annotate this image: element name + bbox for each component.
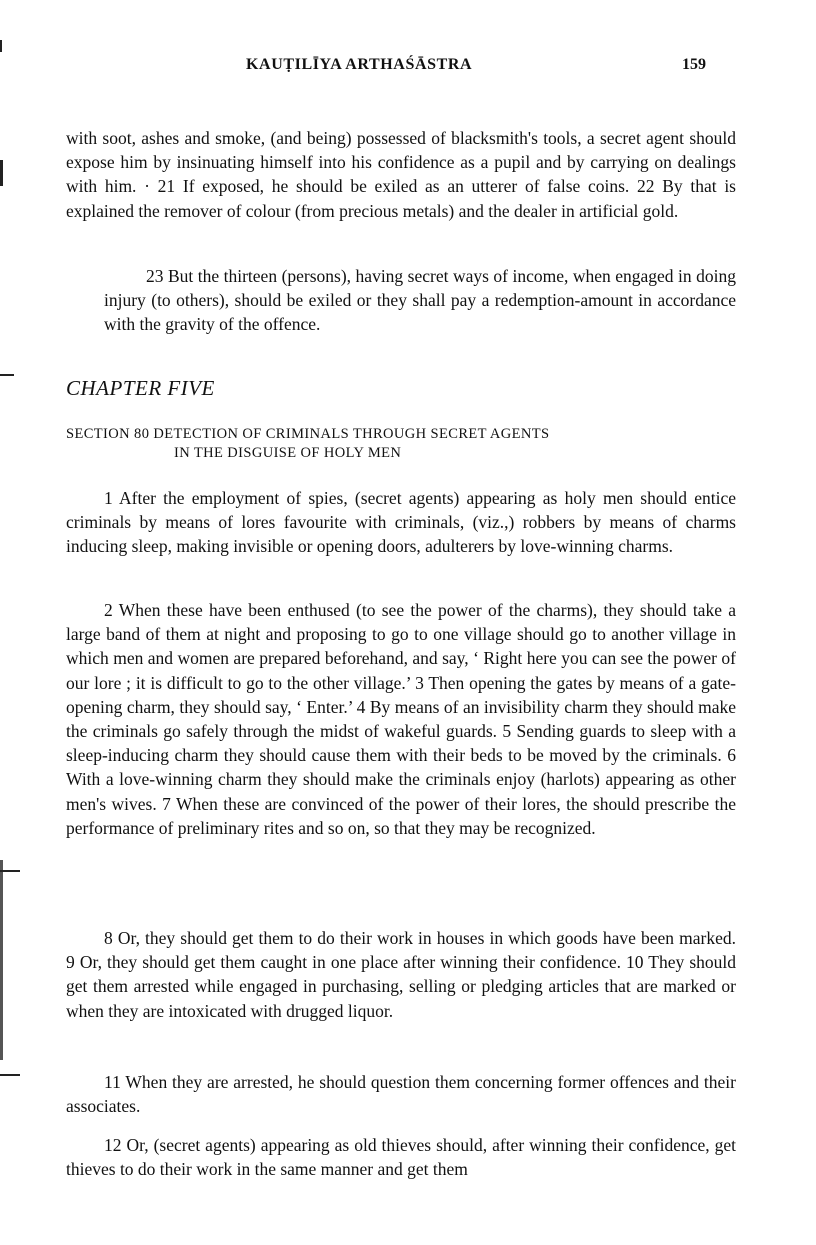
page-number: 159	[682, 56, 706, 73]
section-heading	[66, 425, 686, 462]
section-heading-line-1: SECTION 80 DETECTION OF CRIMINALS THROUGH SECRET AGENTS	[66, 426, 550, 442]
margin-bracket-left	[0, 860, 3, 1060]
paragraph-1: 1 After the employment of spies, (secret agents) appearing as holy men should entice criminals by means of lores favourite with criminals, (viz.,) robbers by means of charms inducing sleep, making invisible or opening doors, adulterers by love-winning charms.	[66, 488, 736, 557]
margin-tick-bottom	[0, 1074, 20, 1076]
paragraph-3: 8 Or, they should get them to do their work in houses in which goods have been marked. 9 Or, they should get them caught in one place after winning their confidence. 10 They should get them arrested while engaged in purchasing, selling or pledging articles that are marked or when they are intoxicated with drugged liquor.	[66, 928, 736, 1021]
continuation-paragraph: with soot, ashes and smoke, (and being) possessed of blacksmith's tools, a secret agent should expose him by insinuating himself into his confidence as a pupil and by carrying on dealings with him. · 21 If exposed, he should be exiled as an utterer of false coins. 22 By that is explained the remover of colour (from precious metals) and the dealer in artificial gold.	[66, 128, 736, 221]
margin-mark-top	[0, 40, 2, 52]
chapter-heading: CHAPTER FIVE	[66, 376, 215, 400]
margin-tick-chapter	[0, 374, 14, 376]
margin-tick-lower	[0, 870, 20, 872]
verse-block: 23 But the thirteen (persons), having secret ways of income, when engaged in doing injury (to others), should be exiled or they shall pay a redemption-amount in accordance with the gravity of the offence.	[104, 266, 736, 335]
running-title: KAUṬILĪYA ARTHAŚĀSTRA	[246, 56, 473, 73]
section-heading-line-2: IN THE DISGUISE OF HOLY MEN	[174, 444, 402, 461]
margin-mark-upper	[0, 160, 3, 186]
paragraph-5: 12 Or, (secret agents) appearing as old thieves should, after winning their confidence, get thieves to do their work in the same manner and get them	[66, 1135, 736, 1180]
paragraph-2: 2 When these have been enthused (to see the power of the charms), they should take a large band of them at night and proposing to go to one village should go to another village in which men and women are prepared beforehand, and say, ‘ Right here you can see the power of our lore ; it is difficult to go to the other village.’ 3 Then opening the gates by means of a gate-opening charm, they should say, ‘ Enter.’ 4 By means of an invisibility charm they should make the criminals go safely through the midst of wakeful guards. 5 Sending guards to sleep with a sleep-inducing charm they should cause them with their beds to be moved by the criminals. 6 With a love-winning charm they should make the criminals enjoy (harlots) appearing as other men's wives. 7 When these are convinced of the power of their lores, the should prescribe the performance of preliminary rites and so on, so that they may be recognized.	[66, 600, 736, 838]
paragraph-4: 11 When they are arrested, he should question them concerning former offences and their associates.	[66, 1072, 736, 1117]
